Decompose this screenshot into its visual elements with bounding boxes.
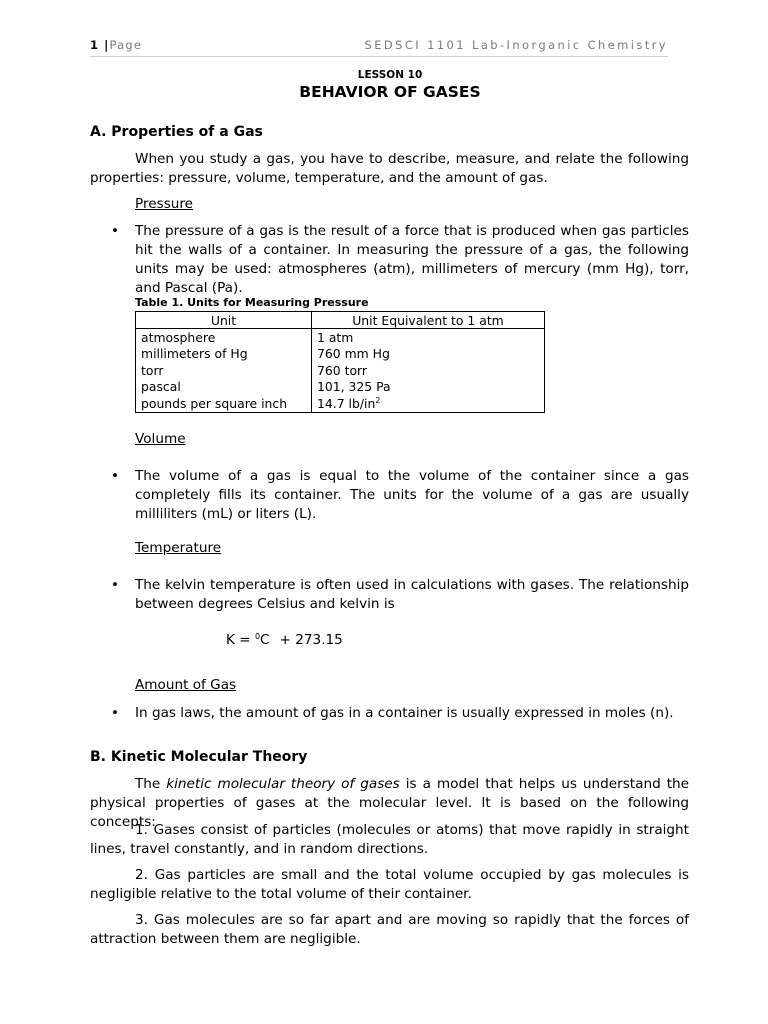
table-cell: pascal xyxy=(136,379,312,396)
table-cell: pounds per square inch xyxy=(136,395,312,412)
section-a-intro: When you study a gas, you have to describe, measure, and relate the following properties: pressure, volume, temperature, and the amount of gas. xyxy=(90,151,689,186)
bullet-icon: • xyxy=(111,577,120,593)
bullet-icon: • xyxy=(111,223,120,239)
page-indicator: 1 |Page xyxy=(90,38,143,52)
section-b-heading: B. Kinetic Molecular Theory xyxy=(90,749,308,765)
pressure-bullet: • The pressure of a gas is the result of a force that is produced when gas particles hit the walls of a container. In measuring the pressure of a gas, the following units may be used: atmospheres (atm), millimeters of mercury (mm Hg), torr, and Pascal (Pa). xyxy=(111,223,689,296)
lesson-number: LESSON 10 xyxy=(357,69,423,81)
temperature-bullet: • The kelvin temperature is often used in calculations with gases. The relationship between degrees Celsius and kelvin is xyxy=(111,577,689,612)
table-row xyxy=(136,395,545,412)
table-row xyxy=(136,362,545,379)
course-title: SEDSCI 1101 Lab-Inorganic Chemistry xyxy=(364,38,668,52)
table-caption: Table 1. Units for Measuring Pressure xyxy=(135,296,369,309)
table-row xyxy=(136,346,545,363)
section-b-intro: The kinetic molecular theory of gases is a model that helps us understand the physical properties of gases at the molecular level. It is based on the following concepts: xyxy=(90,776,690,830)
volume-bullet: • The volume of a gas is equal to the volume of the container since a gas completely fills its container. The units for the volume of a gas are usually milliliters (mL) or liters (L). xyxy=(111,468,689,522)
table-cell: 101, 325 Pa xyxy=(312,379,545,396)
temperature-heading: Temperature xyxy=(135,540,222,556)
pressure-heading: Pressure xyxy=(135,196,194,212)
pressure-units-table xyxy=(135,311,545,413)
table-row xyxy=(136,379,545,396)
page-title: BEHAVIOR OF GASES xyxy=(299,83,481,101)
table-row xyxy=(136,329,545,346)
kmt-point-1: 1. Gases consist of particles (molecules or atoms) that move rapidly in straight lines, travel constantly, and in random directions. xyxy=(90,822,689,857)
amount-bullet: • In gas laws, the amount of gas in a container is usually expressed in moles (n). xyxy=(111,705,674,721)
table-cell: torr xyxy=(136,362,312,379)
bullet-icon: • xyxy=(111,705,120,721)
table-cell: millimeters of Hg xyxy=(136,346,312,363)
table-cell: 760 mm Hg xyxy=(312,346,545,363)
volume-heading: Volume xyxy=(135,431,186,447)
table-cell: 760 torr xyxy=(312,362,545,379)
kmt-point-3: 3. Gas molecules are so far apart and are moving so rapidly that the forces of attraction between them are negligible. xyxy=(90,912,689,947)
page-header xyxy=(90,38,668,57)
table-header-cell: Unit xyxy=(136,312,312,329)
amount-heading: Amount of Gas xyxy=(135,677,237,693)
table-cell: 1 atm xyxy=(312,329,545,346)
kmt-point-2: 2. Gas particles are small and the total volume occupied by gas molecules is negligible relative to the total volume of their container. xyxy=(90,867,689,902)
kelvin-formula: K = $^0$C + 273.15 xyxy=(226,632,343,648)
section-a-heading: A. Properties of a Gas xyxy=(90,124,263,140)
table-header-row xyxy=(136,312,545,329)
table-header-cell: Unit Equivalent to 1 atm xyxy=(312,312,545,329)
table-cell: 14.7 $lb/in^2$ xyxy=(312,395,545,412)
table-cell: atmosphere xyxy=(136,329,312,346)
bullet-icon: • xyxy=(111,468,120,484)
